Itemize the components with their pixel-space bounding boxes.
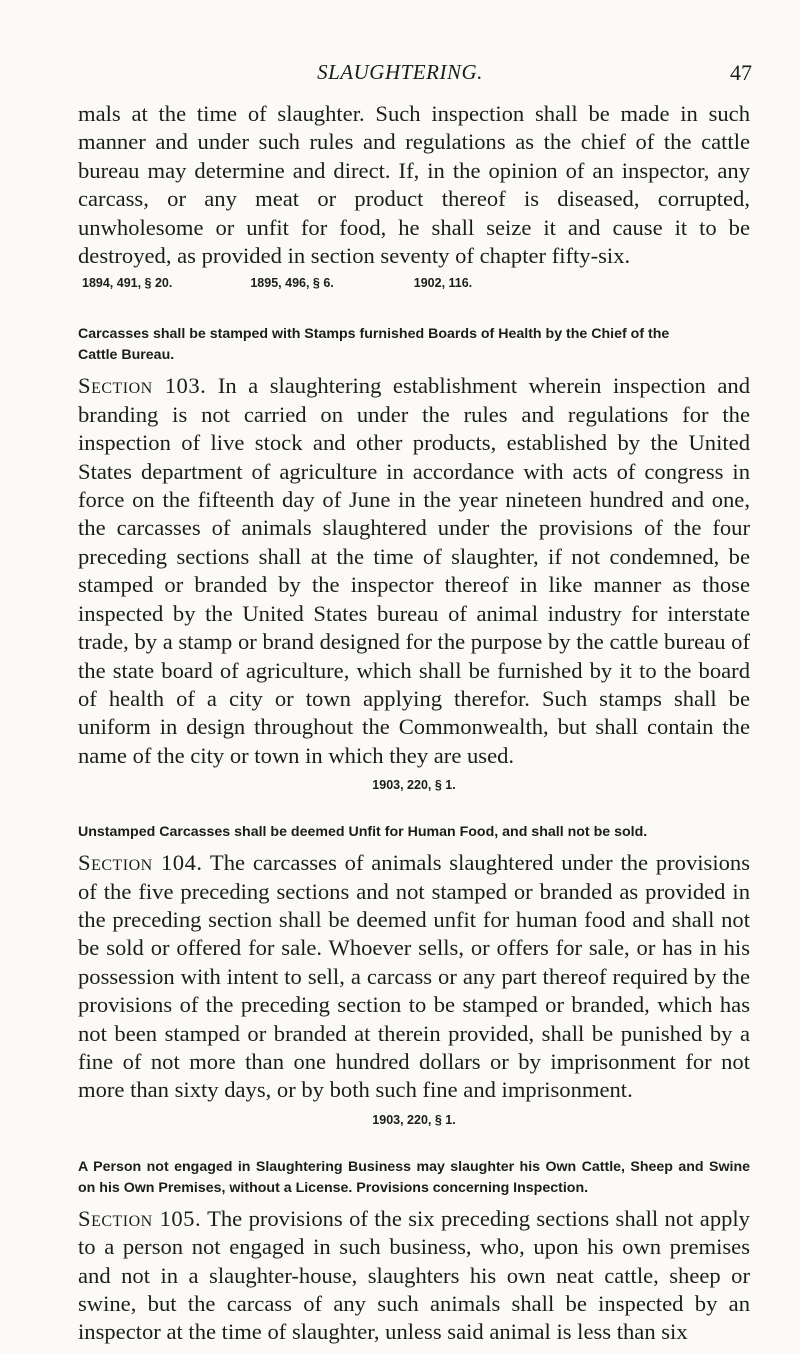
intro-paragraph: mals at the time of slaughter. Such inspection shall be made in such manner and under such rules and regulations as the chief of the cattle bureau may determine and direct. If, in the opinion of an inspector, any carcass, or any meat or product thereof is diseased, corrupted, unwholesome or unfit for food, he shall seize it and cause it to be destroyed, as provided in section seventy of chapter fifty-six. [78, 101, 750, 269]
citation: 1894, 491, § 20. [82, 276, 173, 291]
section-heading-line: Carcasses shall be stamped with Stamps furnished Boards of Health by the Chief of the [78, 326, 670, 343]
section-heading: A Person not engaged in Slaughtering Business may slaughter his Own Cattle, Sheep and Swine on his Own Premises, without a License. Provisions concerning Inspection. [78, 1158, 750, 1196]
citation: 1902, 116. [413, 276, 473, 291]
running-title: SLAUGHTERING. [317, 60, 483, 84]
section-label: Section 105. [78, 1205, 202, 1231]
section-104-citation [78, 1113, 750, 1127]
citation: 1895, 496, § 6. [250, 276, 334, 291]
intro-citations [78, 276, 750, 290]
section-105-paragraph [78, 1205, 750, 1347]
section-label: Section 103. [78, 373, 207, 399]
section-103-paragraph [78, 372, 750, 770]
page-number: 47 [730, 60, 752, 85]
section-104-paragraph [78, 849, 750, 1105]
section-text: The carcasses of animals slaughtered under the provisions of the five preceding sections and not stamped or branded as provided in the preceding section shall be deemed unfit for human food and shall not be sold or offered for sale. Whoever sells, or offers for sale, or has in his possession with intent to sell, a carcass or any part thereof required by the provisions of the preceding section to be stamped or branded, which has not been stamped or branded at therein provided, shall be punished by a fine of not more than one hundred dollars or by imprisonment for not more than sixty days, or by both such fine and imprisonment. [78, 850, 750, 1103]
page-header [0, 60, 800, 90]
section-heading: Unstamped Carcasses shall be deemed Unfit for Human Food, and shall not be sold. [78, 824, 648, 841]
page-body [78, 100, 750, 1347]
citation: 1903, 220, § 1. [372, 1112, 456, 1127]
section-heading-line: Cattle Bureau. [78, 347, 175, 364]
section-103-citation [78, 778, 750, 792]
section-label: Section 104. [78, 850, 203, 876]
citation: 1903, 220, § 1. [372, 778, 456, 793]
section-text: In a slaughtering establishment wherein inspection and branding is not carried on under the rules and regulations for the inspection of live stock and other products, established by the United States department of agriculture in accordance with acts of congress in force on the fifteenth day of June in the year nineteen hundred and one, the carcasses of animals slaughtered under the provisions of the four preceding sections shall at the time of slaughter, if not condemned, be stamped or branded by the inspector thereof in like manner as those inspected by the United States bureau of animal industry for interstate trade, by a stamp or brand designed for the purpose by the cattle bureau of the state board of agriculture, which shall be furnished by it to the board of health of a city or town applying therefor. Such stamps shall be uniform in design throughout the Commonwealth, but shall contain the name of the city or town in which they are used. [78, 373, 750, 768]
section-heading [78, 324, 750, 366]
section-text: The provisions of the six preceding sections shall not apply to a person not engaged in such business, who, upon his own premises and not in a slaughter-house, slaughters his own neat cattle, sheep or swine, but the carcass of any such animals shall be inspected by an inspector at the time of slaughter, unless said animal is less than six [78, 1205, 750, 1345]
